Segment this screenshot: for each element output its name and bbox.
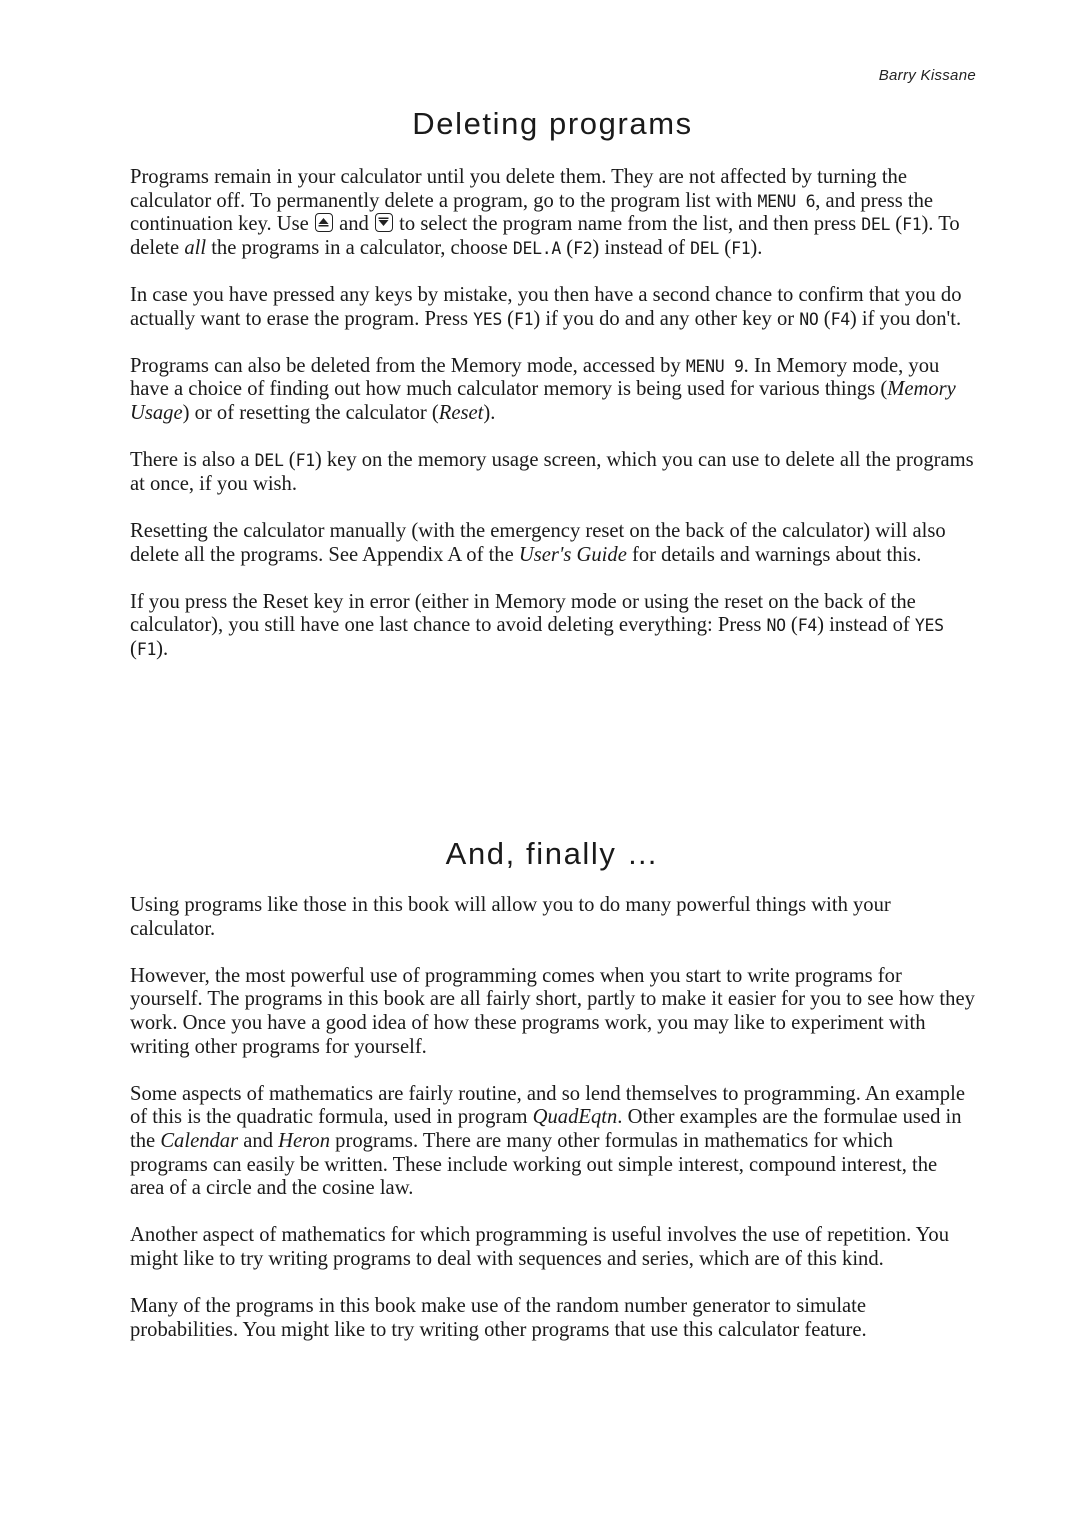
paragraph: Programs remain in your calculator until you delete them. They are not affected by turning the calculator off. To permanently delete a program, go to the program list with MENU 6, and press the continuation key. Use and to select the program name from the list, and then press DEL (F1). To delete all the programs in a calculator, choose DEL.A (F2) instead of DEL (F1). [130,166,960,259]
key-label: YES [473,309,503,329]
key-label: DEL [861,215,891,235]
paragraph: Many of the programs in this book make use of the random number generator to simulate probabilities. You might like to try writing other programs that use this calculator feature. [130,1295,867,1341]
key-label: F2 [573,238,593,258]
key-label: F1 [514,309,534,329]
paragraph: Resetting the calculator manually (with the emergency reset on the back of the calculator) will also delete all the programs. See Appendix A of the User's Guide for details and warnings about this. [130,519,946,566]
key-label: MENU 9 [685,356,744,376]
paragraph: If you press the Reset key in error (either in Memory mode or using the reset on the back of the calculator), you still have one last chance to avoid deleting everything: Press NO (F4) instead of YES (F1). [130,590,944,660]
key-label: F1 [295,451,315,471]
paragraph: Some aspects of mathematics are fairly routine, and so lend themselves to programming. An example of this is the quadratic formula, used in program QuadEqtn. Other examples are the formulae used in the Calendar and Heron programs. There are many other formulas in mathematics for which programs can easily be written. These include working out simple interest, compound interest, the area of a circle and the cosine law. [130,1082,965,1200]
key-label: DEL.A [512,238,562,258]
paragraph: Another aspect of mathematics for which programming is useful involves the use of repetition. You might like to try writing programs to deal with sequences and series, which are of this kind. [130,1224,950,1270]
section-body-deleting-programs [130,166,975,685]
paragraph: There is also a DEL (F1) key on the memory usage screen, which you can use to delete all the programs at once, if you wish. [130,449,974,495]
section-body-and-finally [130,894,975,1366]
key-label: F4 [830,309,850,329]
paragraph: Using programs like those in this book will allow you to do many powerful things with your calculator. [130,894,891,940]
section-heading-and-finally: And, finally … [445,836,660,871]
key-label: F1 [731,238,751,258]
paragraph: However, the most powerful use of programming comes when you start to write programs for yourself. The programs in this book are all fairly short, partly to make it easier for you to see how they work. Once you have a good idea of how these programs work, you may like to experiment with writing other programs for yourself. [130,964,975,1058]
paragraph: Programs can also be deleted from the Memory mode, accessed by MENU 9. In Memory mode, you have a choice of finding out how much calculator memory is being used for various things (Memory Usage) or of resetting the calculator (Reset). [130,354,956,424]
key-label: F1 [902,215,922,235]
running-header-author: Barry Kissane [878,67,976,84]
section-heading-deleting-programs: Deleting programs [412,106,693,141]
key-label: F1 [136,639,157,659]
key-label: DEL [254,451,284,471]
paragraph: In case you have pressed any keys by mistake, you then have a second chance to confirm that you do actually want to erase the program. Press YES (F1) if you do and any other key or NO (F4) if you don't. [130,283,962,330]
key-label: MENU 6 [757,191,816,211]
key-label: F4 [797,616,818,636]
up-arrow-key-icon [315,213,333,232]
key-label: YES [914,616,944,636]
down-arrow-key-icon [375,213,393,232]
key-label: NO [766,616,786,636]
key-label: DEL [690,238,720,258]
key-label: NO [799,309,819,329]
